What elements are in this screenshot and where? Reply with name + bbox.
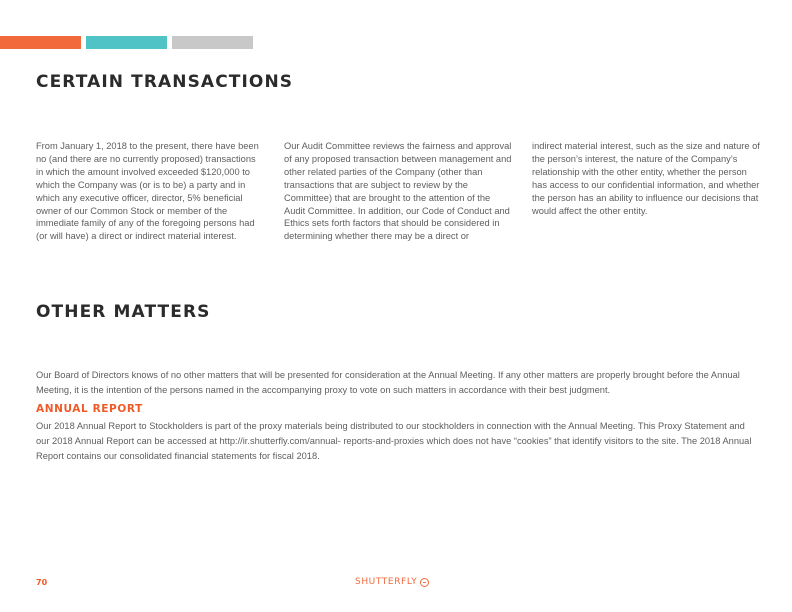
shutterfly-logo xyxy=(355,575,429,589)
certain-transactions-column-3: indirect material interest, such as the size and nature of the person’s interest, the nature of the Company’s relationship with the other entity, whether the person has access to our confidential information, and whether the person has an ability to influence our decisions that would affect the other entity. xyxy=(532,141,760,216)
header-bar-gray xyxy=(172,36,253,49)
page-number: 70 xyxy=(36,578,48,587)
header-bar-orange xyxy=(0,36,81,49)
header-bar-teal xyxy=(86,36,167,49)
shutterfly-flower-icon xyxy=(420,578,429,587)
certain-transactions-heading: CERTAIN TRANSACTIONS xyxy=(36,72,294,92)
certain-transactions-column-1: From January 1, 2018 to the present, there have been no (and there are no currently proposed) transactions in which the amount involved exceeded $120,000 to which the Company was (or is to be) a party and in which any executive officer, director, 5% beneficial owner of our Common Stock or member of the immediate family of any of the foregoing persons had (or will have) a direct or indirect material interest. xyxy=(36,141,259,242)
annual-report-paragraph: Our 2018 Annual Report to Stockholders is part of the proxy materials being distributed to our stockholders in connection with the Annual Meeting. This Proxy Statement and our 2018 Annual Report can be accessed at http://ir.shutterfly.com/annual- reports-and-proxies which does not have “cookies” that identify visitors to the site. The 2018 Annual Report contains our consolidated financial statements for fiscal 2018. xyxy=(36,421,752,461)
annual-report-heading: ANNUAL REPORT xyxy=(36,403,143,415)
other-matters-paragraph: Our Board of Directors knows of no other matters that will be presented for consideration at the Annual Meeting. If any other matters are properly brought before the Annual Meeting, it is the intention of the persons named in the accompanying proxy to vote on such matters in accordance with their best judgment. xyxy=(36,370,740,395)
other-matters-heading: OTHER MATTERS xyxy=(36,302,211,322)
logo-text: SHUTTERFLY xyxy=(355,577,418,587)
certain-transactions-column-2: Our Audit Committee reviews the fairness and approval of any proposed transaction between management and other related parties of the Company (other than transactions that are subject to review by the Committee) that are brought to the attention of the Audit Committee. In addition, our Code of Conduct and Ethics sets forth factors that should be considered in determining whether there may be a direct or xyxy=(284,141,512,242)
